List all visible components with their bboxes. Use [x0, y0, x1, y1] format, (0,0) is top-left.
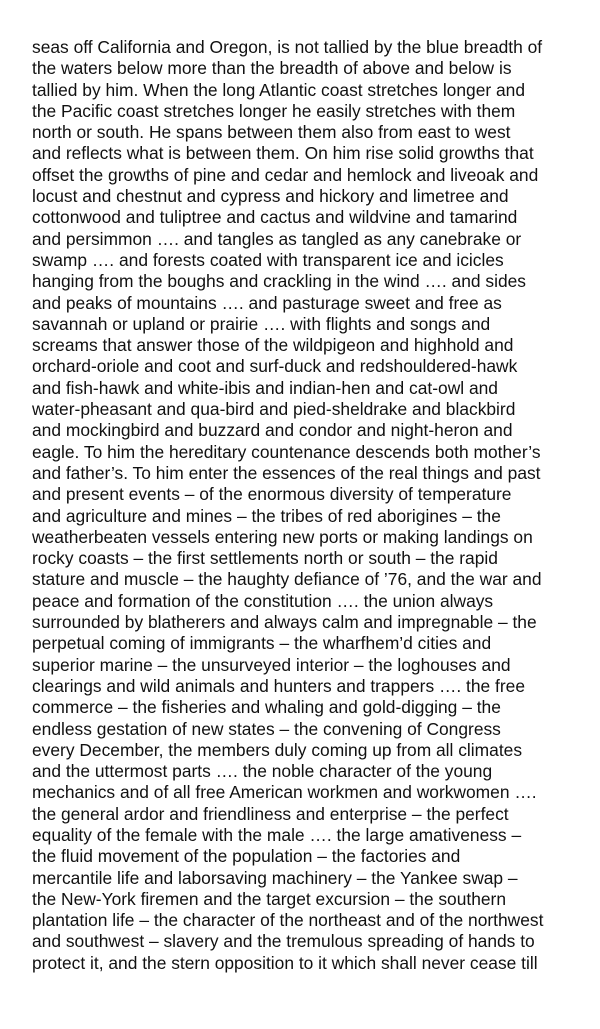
text-line: swamp …. and forests coated with transparent ice and icicles: [32, 249, 504, 270]
text-line: the New-York firemen and the target excursion – the southern: [32, 888, 507, 909]
text-line: superior marine – the unsurveyed interior – the loghouses and: [32, 654, 511, 675]
text-line: seas off California and Oregon, is not tallied by the blue breadth of: [32, 37, 543, 57]
text-line: mercantile life and laborsaving machinery – the Yankee swap –: [32, 867, 518, 888]
text-line: and agriculture and mines – the tribes of red aborigines – the: [32, 505, 501, 526]
text-line: mechanics and of all free American workmen and workwomen ….: [32, 782, 537, 803]
text-line: perpetual coming of immigrants – the wharfhem’d cities and: [32, 633, 492, 654]
text-line: the waters below more than the breadth of above and below is: [32, 58, 512, 79]
text-line: and mockingbird and buzzard and condor and night-heron and: [32, 420, 513, 441]
text-line: the Pacific coast stretches longer he easily stretches with them: [32, 100, 516, 121]
text-line: and father’s. To him enter the essences of the real things and past: [32, 462, 541, 483]
text-line: protect it, and the stern opposition to it which shall never cease till: [32, 952, 538, 973]
text-line: surrounded by blatherers and always calm and impregnable – the: [32, 612, 537, 633]
text-line: clearings and wild animals and hunters and trappers …. the free: [32, 675, 526, 696]
text-line: weatherbeaten vessels entering new ports or making landings on: [32, 526, 533, 547]
text-line: hanging from the boughs and crackling in the wind …. and sides: [32, 271, 527, 292]
text-line: and persimmon …. and tangles as tangled as any canebrake or: [32, 228, 522, 249]
text-line: and fish-hawk and white-ibis and indian-hen and cat-owl and: [32, 377, 498, 398]
body-text: [32, 37, 592, 974]
text-line: locust and chestnut and cypress and hickory and limetree and: [32, 186, 509, 207]
text-line: and present events – of the enormous diversity of temperature: [32, 484, 512, 505]
text-line: water-pheasant and qua-bird and pied-sheldrake and blackbird: [32, 399, 516, 420]
text-line: orchard-oriole and coot and surf-duck and redshouldered-hawk: [32, 356, 518, 377]
text-line: and the uttermost parts …. the noble character of the young: [32, 761, 493, 782]
text-line: cottonwood and tuliptree and cactus and wildvine and tamarind: [32, 207, 518, 228]
text-line: peace and formation of the constitution …. the union always: [32, 590, 494, 611]
text-line: the general ardor and friendliness and enterprise – the perfect: [32, 803, 509, 824]
text-line: equality of the female with the male …. the large amativeness –: [32, 824, 522, 845]
text-line: the fluid movement of the population – the factories and: [32, 846, 461, 867]
text-line: eagle. To him the hereditary countenance descends both mother’s: [32, 441, 541, 462]
text-line: tallied by him. When the long Atlantic coast stretches longer and: [32, 79, 526, 100]
text-line: savannah or upland or prairie …. with flights and songs and: [32, 313, 491, 334]
text-line: north or south. He spans between them also from east to west: [32, 122, 511, 143]
text-line: offset the growths of pine and cedar and hemlock and liveoak and: [32, 164, 539, 185]
text-line: endless gestation of new states – the convening of Congress: [32, 718, 501, 739]
text-line: and southwest – slavery and the tremulous spreading of hands to: [32, 931, 535, 952]
text-line: and reflects what is between them. On him rise solid growths that: [32, 143, 534, 164]
text-line: commerce – the fisheries and whaling and gold-digging – the: [32, 697, 501, 718]
text-line: every December, the members duly coming up from all climates: [32, 739, 523, 760]
text-line: screams that answer those of the wildpigeon and highhold and: [32, 335, 514, 356]
text-line: plantation life – the character of the northeast and of the northwest: [32, 910, 544, 931]
text-line: rocky coasts – the first settlements north or south – the rapid: [32, 548, 498, 569]
text-line: stature and muscle – the haughty defiance of ’76, and the war and: [32, 569, 542, 590]
text-line: and peaks of mountains …. and pasturage sweet and free as: [32, 292, 502, 313]
